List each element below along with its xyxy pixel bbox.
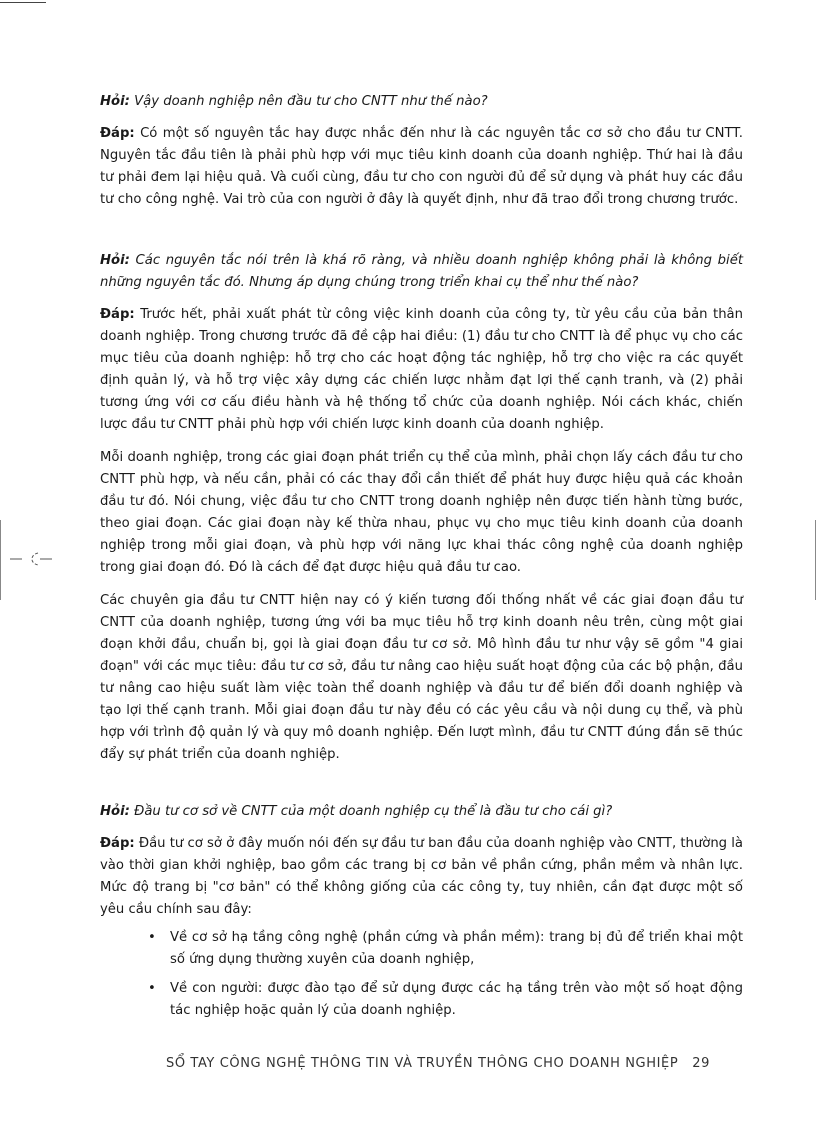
page-footer	[166, 1056, 710, 1071]
question-2	[100, 250, 743, 294]
answer-label: Đáp:	[100, 126, 135, 141]
requirements-list	[100, 927, 743, 1022]
answer-text: Trước hết, phải xuất phát từ công việc kinh doanh của công ty, từ yêu cầu của bản thân doanh nghiệp. Trong chương trước đã đề cập hai điều: (1) đầu tư cho CNTT là để phục vụ cho các mục tiêu của doanh nghiệp: hỗ trợ cho các hoạt động tác nghiệp, hỗ trợ cho việc ra các quyết định quản lý, và hỗ trợ việc xây dựng các chiến lược nhằm đạt lợi thế cạnh tranh, và (2) phải tương ứng với cơ cấu điều hành và hệ thống tổ chức của doanh nghiệp. Nói cách khác, chiến lược đầu tư CNTT phải phù hợp với chiến lược kinh doanh của doanh nghiệp.	[100, 307, 743, 432]
answer-text: Có một số nguyên tắc hay được nhắc đến như là các nguyên tắc cơ sở cho đầu tư CNTT. Nguyên tắc đầu tiên là phải phù hợp với mục tiêu kinh doanh của doanh nghiệp. Thứ hai là đầu tư phải đem lại hiệu quả. Và cuối cùng, đầu tư cho con người đủ để sử dụng và phát huy các đầu tư cho công nghệ. Vai trò của con người ở đây là quyết định, như đã trao đổi trong chương trước.	[100, 126, 743, 207]
footer-title: SỔ TAY CÔNG NGHỆ THÔNG TIN VÀ TRUYỀN THÔNG CHO DOANH NGHIỆP	[166, 1056, 679, 1071]
crop-mark-icon	[6, 551, 56, 567]
answer-2-paragraph-3: Các chuyên gia đầu tư CNTT hiện nay có ý kiến tương đối thống nhất về các giai đoạn đầu tư CNTT của doanh nghiệp, tương ứng với ba mục tiêu hỗ trợ kinh doanh nêu trên, cùng một giai đoạn khởi đầu, chuẩn bị, gọi là giai đoạn đầu tư cơ sở. Mô hình đầu tư như vậy sẽ gồm "4 giai đoạn" với các mục tiêu: đầu tư cơ sở, đầu tư nâng cao hiệu suất hoạt động của các bộ phận, đầu tư nâng cao hiệu suất làm việc toàn thể doanh nghiệp và đầu tư để biến đổi doanh nghiệp và tạo lợi thế cạnh tranh. Mỗi giai đoạn đầu tư này đều có các yêu cầu và nội dung cụ thể, và phù hợp với trình độ quản lý và quy mô doanh nghiệp. Đến lượt mình, đầu tư CNTT đúng đắn sẽ thúc đẩy sự phát triển của doanh nghiệp.	[100, 593, 743, 762]
question-text: Các nguyên tắc nói trên là khá rõ ràng, và nhiều doanh nghiệp không phải là không biết những nguyên tắc đó. Nhưng áp dụng chúng trong triển khai cụ thể như thế nào?	[100, 253, 743, 290]
answer-2-paragraph-2: Mỗi doanh nghiệp, trong các giai đoạn phát triển cụ thể của mình, phải chọn lấy cách đầu tư cho CNTT phù hợp, và nếu cần, phải có các thay đổi cần thiết để phát huy được hiệu quả các khoản đầu tư đó. Nói chung, việc đầu tư cho CNTT trong doanh nghiệp nên được tiến hành từng bước, theo giai đoạn. Các giai đoạn này kế thừa nhau, phục vụ cho mục tiêu kinh doanh của doanh nghiệp trong mỗi giai đoạn, và phù hợp với năng lực khai thác công nghệ của doanh nghiệp trong giai đoạn đó. Đó là cách để đạt được hiệu quả đầu tư cao.	[100, 450, 743, 575]
answer-3-paragraph	[100, 833, 743, 921]
question-label: Hỏi:	[100, 253, 130, 268]
list-item: • Về cơ sở hạ tầng công nghệ (phần cứng và phần mềm): trang bị đủ để triển khai một số ứng dụng thường xuyên của doanh nghiệp,	[148, 927, 743, 971]
left-edge-mark	[0, 520, 1, 600]
list-item: • Về con người: được đào tạo để sử dụng được các hạ tầng trên vào một số hoạt động tác nghiệp hoặc quản lý của doanh nghiệp.	[148, 978, 743, 1022]
qa-section-3	[100, 801, 743, 1022]
answer-1-paragraph	[100, 123, 743, 211]
answer-label: Đáp:	[100, 307, 135, 322]
question-label: Hỏi:	[100, 94, 130, 109]
question-label: Hỏi:	[100, 804, 130, 819]
answer-text: Đầu tư cơ sở ở đây muốn nói đến sự đầu tư ban đầu của doanh nghiệp vào CNTT, thường là vào thời gian khởi nghiệp, bao gồm các trang bị cơ bản về phần cứng, phần mềm và nhân lực. Mức độ trang bị "cơ bản" có thể không giống của các công ty, tuy nhiên, cần đạt được một số yêu cầu chính sau đây:	[100, 836, 743, 917]
question-1	[100, 91, 743, 113]
qa-section-1	[100, 91, 743, 211]
page-content	[100, 91, 743, 1029]
answer-label: Đáp:	[100, 836, 135, 851]
question-text: Vậy doanh nghiệp nên đầu tư cho CNTT như thế nào?	[134, 94, 488, 109]
page-number: 29	[692, 1056, 711, 1071]
question-3	[100, 801, 743, 823]
answer-2-paragraph-1	[100, 304, 743, 436]
top-rule	[0, 2, 46, 3]
qa-section-2	[100, 250, 743, 766]
question-text: Đầu tư cơ sở về CNTT của một doanh nghiệp cụ thể là đầu tư cho cái gì?	[134, 804, 613, 819]
